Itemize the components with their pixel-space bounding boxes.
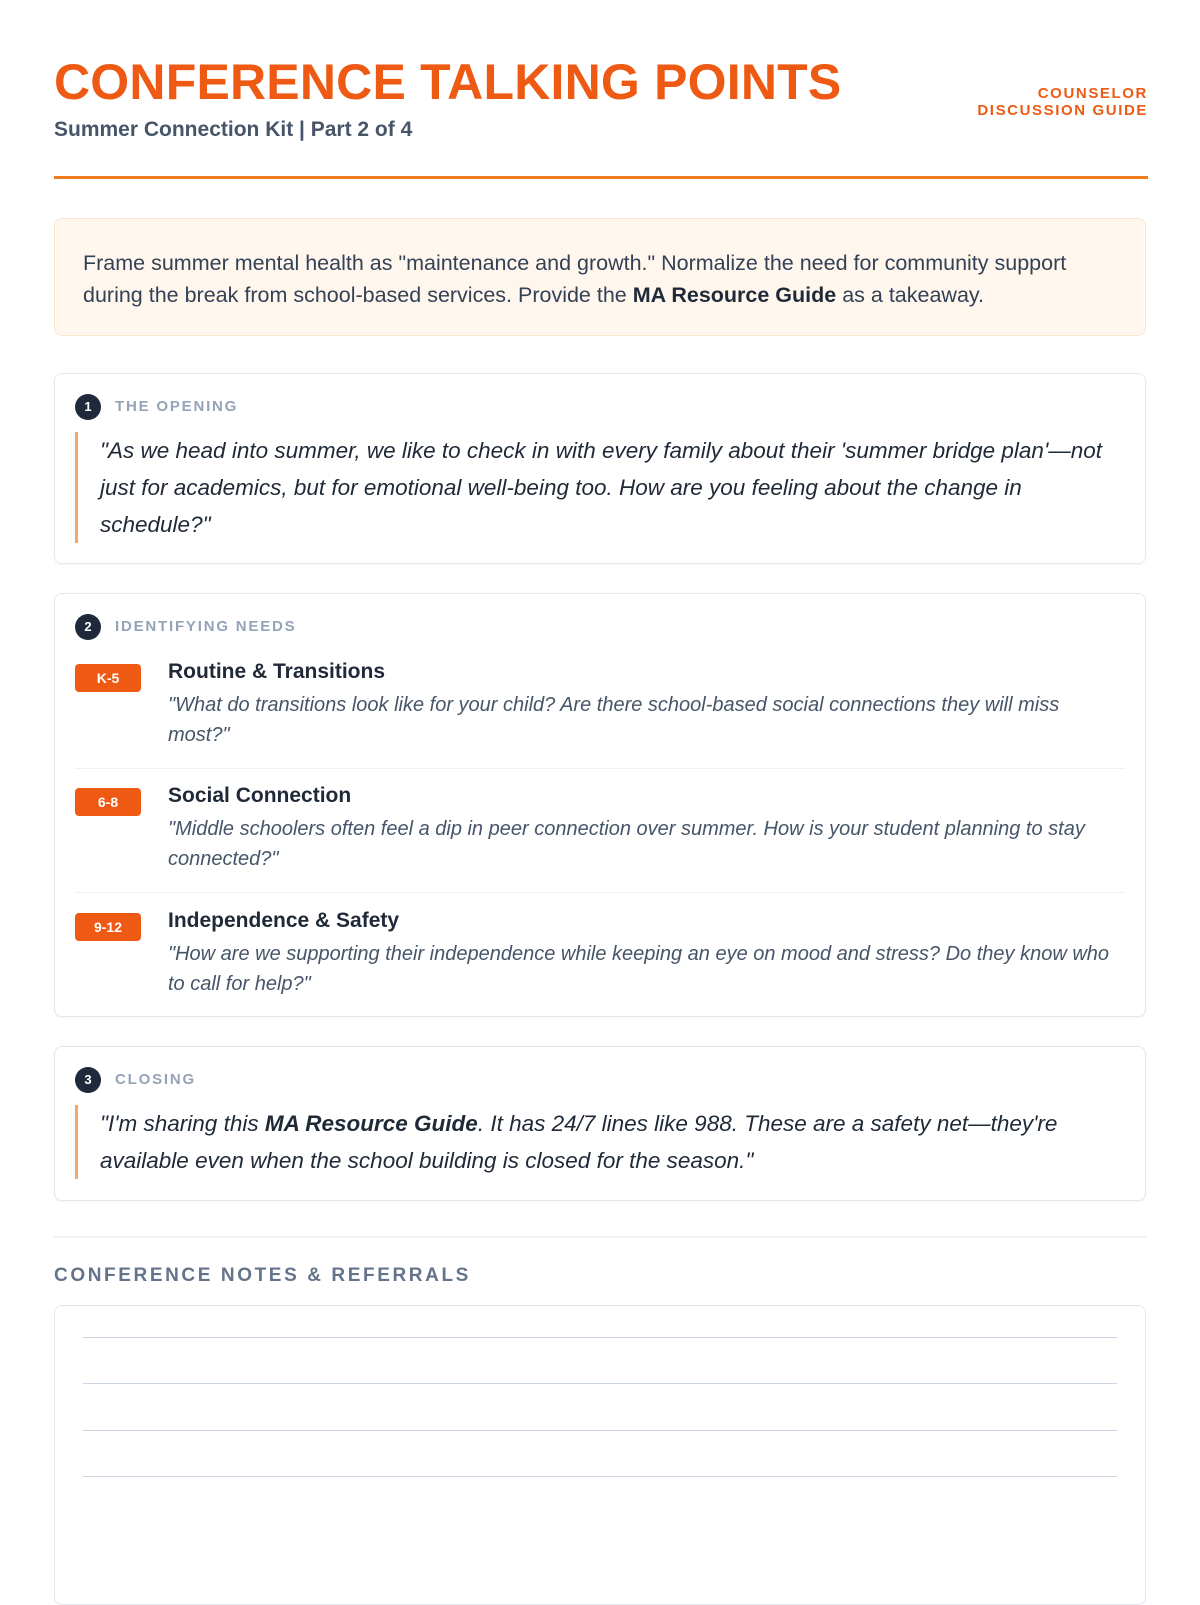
closing-card [54,1046,1146,1201]
page-header [54,52,1148,179]
grade-badge: 6-8 [75,788,141,816]
need-title: Routine & Transitions [168,660,386,683]
notes-writing-area[interactable] [54,1305,1146,1605]
intro-bold-resource: MA Resource Guide [632,283,837,307]
intro-text-after: as a takeaway. [836,283,985,307]
grade-badge: 9-12 [75,913,141,941]
step-number-badge: 3 [75,1067,101,1093]
guide-tag-line2: DISCUSSION GUIDE [977,102,1148,119]
need-quote: "How are we supporting their independence while keeping an eye on mood and stress? Do they know who to call for help?" [168,943,1110,995]
need-item [75,784,1125,893]
need-quote: "Middle schoolers often feel a dip in peer connection over summer. How is your student planning to stay connected?" [168,818,1085,870]
page-title: CONFERENCE TALKING POINTS [54,54,842,110]
intro-callout [54,218,1146,336]
opening-quote: "As we head into summer, we like to check in with every family about their 'summer bridge plan'—not just for academics, but for emotional well-being too. How are you feeling about the change in schedule?" [75,432,1125,543]
closing-quote-before: "I'm sharing this [100,1111,265,1136]
closing-card-label: CLOSING [115,1071,196,1088]
need-item [75,660,1125,769]
need-quote: "What do transitions look like for your child? Are there school-based social connections they will miss most?" [168,694,1060,746]
page-subtitle: Summer Connection Kit | Part 2 of 4 [54,118,413,141]
notes-title: CONFERENCE NOTES & REFERRALS [54,1265,471,1286]
opening-card-label: THE OPENING [115,398,239,415]
grade-badge: K-5 [75,664,141,692]
note-line [83,1476,1117,1477]
opening-card [54,373,1146,564]
closing-quote-bold: MA Resource Guide [264,1111,478,1136]
step-number-badge: 1 [75,394,101,420]
closing-quote-after: . It has 24/7 lines like 988. These are a safety net—they're available even when the school building is closed for the season." [100,1111,1058,1173]
notes-divider [54,1236,1146,1238]
intro-text-before: Frame summer mental health as "maintenance and growth." Normalize the need for community support during the break from school-based services. Provide the [83,251,1067,307]
needs-card-label: IDENTIFYING NEEDS [115,618,297,635]
guide-tag [977,85,1148,119]
need-title: Social Connection [168,784,352,807]
closing-quote [75,1105,1125,1179]
note-line [83,1430,1117,1431]
guide-tag-line1: COUNSELOR [1037,85,1148,102]
step-number-badge: 2 [75,614,101,640]
needs-card [54,593,1146,1017]
note-line [83,1383,1117,1384]
note-line [83,1337,1117,1338]
need-item [75,909,1125,1005]
need-title: Independence & Safety [168,909,400,932]
